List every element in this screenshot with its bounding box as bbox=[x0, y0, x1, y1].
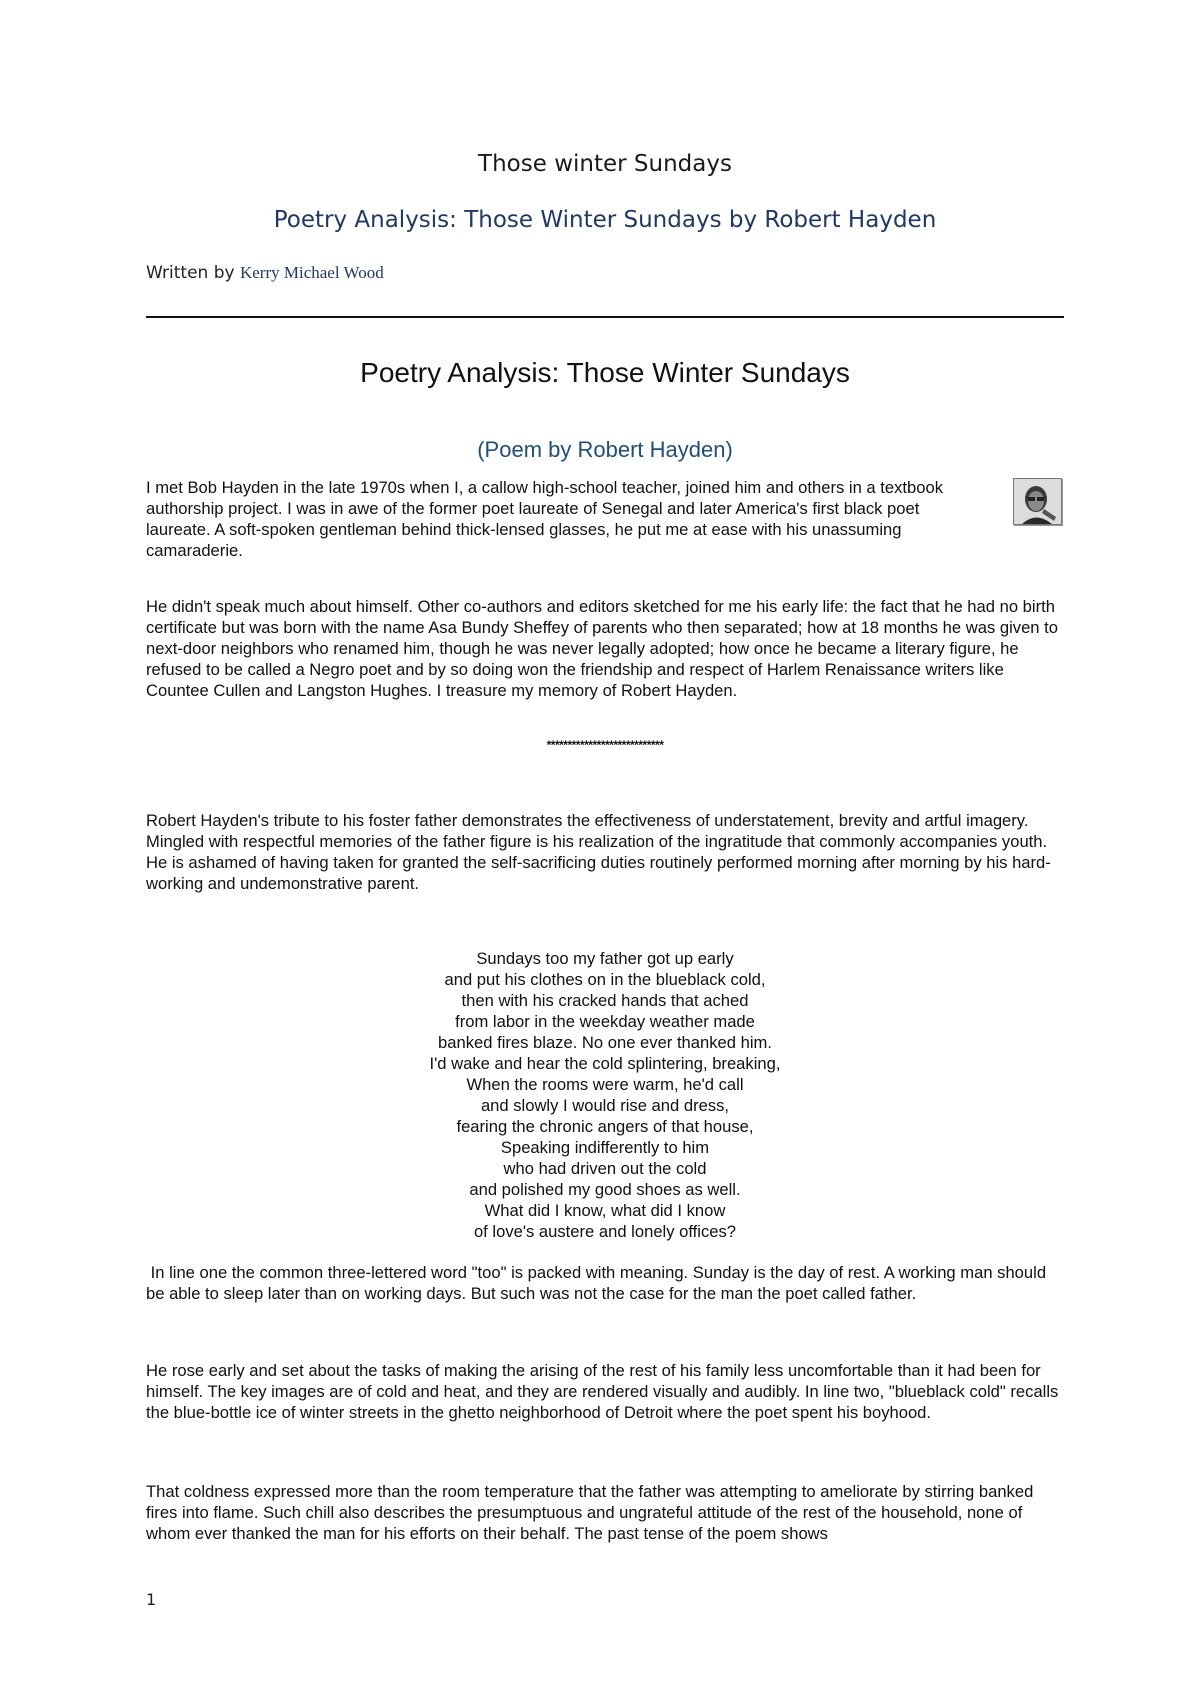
poem-line: then with his cracked hands that ached bbox=[461, 991, 749, 1010]
poem-line: who had driven out the cold bbox=[503, 1159, 707, 1178]
portrait-icon bbox=[1014, 479, 1061, 524]
poem-line: banked fires blaze. No one ever thanked him. bbox=[438, 1033, 772, 1052]
analysis-intro-paragraph: Robert Hayden's tribute to his foster father demonstrates the effectiveness of understatement, brevity and artful imagery. Mingled with respectful memories of the father figure is his realization of the ingratitude that commonly accompanies youth. He is ashamed of having taken for granted the self-sacrificing duties routinely performed morning after morning by his hard-working and undemonstrative parent. bbox=[146, 811, 1051, 893]
page-number: 1 bbox=[146, 1590, 157, 1609]
poem-line: Sundays too my father got up early bbox=[476, 949, 734, 968]
byline bbox=[146, 263, 384, 283]
poem-line: from labor in the weekday weather made bbox=[455, 1012, 755, 1031]
poem-line: and put his clothes on in the blueblack cold, bbox=[444, 970, 766, 989]
analysis-paragraph-1: In line one the common three-lettered word "too" is packed with meaning. Sunday is the day of rest. A working man should be able to sleep later than on working days. But such was not the case for the man the poet called father. bbox=[146, 1263, 1051, 1303]
poem-line: Speaking indifferently to him bbox=[500, 1138, 710, 1157]
intro-paragraph-2: He didn't speak much about himself. Other co-authors and editors sketched for me his early life: the fact that he had no birth certificate but was born with the name Asa Bundy Sheffey of parents who then separated; how at 18 months he was given to next-door neighbors who renamed him, though he was never legally adopted; how once he became a literary figure, he refused to be called a Negro poet and by so doing won the friendship and respect of Harlem Renaissance writers like Countee Cullen and Langston Hughes. I treasure my memory of Robert Hayden. bbox=[146, 597, 1058, 700]
document-subtitle: Poetry Analysis: Those Winter Sundays by Robert Hayden bbox=[273, 207, 937, 233]
article-title: Poetry Analysis: Those Winter Sundays bbox=[360, 357, 850, 388]
article-subtitle: (Poem by Robert Hayden) bbox=[477, 437, 733, 462]
poem-line: When the rooms were warm, he'd call bbox=[466, 1075, 744, 1094]
poem-line: and polished my good shoes as well. bbox=[469, 1180, 741, 1199]
poem-line: and slowly I would rise and dress, bbox=[480, 1096, 730, 1115]
author-portrait-image bbox=[1013, 478, 1062, 525]
poem-line: of love's austere and lonely offices? bbox=[473, 1222, 737, 1241]
horizontal-rule bbox=[146, 316, 1064, 318]
byline-prefix: Written by bbox=[146, 263, 240, 283]
document-title: Those winter Sundays bbox=[478, 151, 732, 177]
poem-line: I'd wake and hear the cold splintering, breaking, bbox=[429, 1054, 781, 1073]
poem-line: fearing the chronic angers of that house, bbox=[456, 1117, 754, 1136]
analysis-paragraph-2: He rose early and set about the tasks of making the arising of the rest of his family less uncomfortable than it had been for himself. The key images are of cold and heat, and they are rendered visually and audibly. In line two, "blueblack cold" recalls the blue-bottle ice of winter streets in the ghetto neighborhood of Detroit where the poet spent his boyhood. bbox=[146, 1361, 1059, 1422]
poem bbox=[146, 948, 1064, 1242]
document-page bbox=[146, 0, 1064, 1696]
intro-paragraph-1: I met Bob Hayden in the late 1970s when I, a callow high-school teacher, joined him and others in a textbook authorship project. I was in awe of the former poet laureate of Senegal and later America's first black poet laureate. A soft-spoken gentleman behind thick-lensed glasses, he put me at ease with his unassuming camaraderie. bbox=[146, 478, 943, 560]
section-separator: **************************** bbox=[546, 738, 664, 752]
poem-line: What did I know, what did I know bbox=[484, 1201, 726, 1220]
author-link[interactable]: Kerry Michael Wood bbox=[239, 263, 384, 282]
analysis-paragraph-3: That coldness expressed more than the room temperature that the father was attempting to ameliorate by stirring banked fires into flame. Such chill also describes the presumptuous and ungrateful attitude of the rest of the household, none of whom ever thanked the man for his efforts on their behalf. The past tense of the poem shows bbox=[146, 1482, 1034, 1543]
